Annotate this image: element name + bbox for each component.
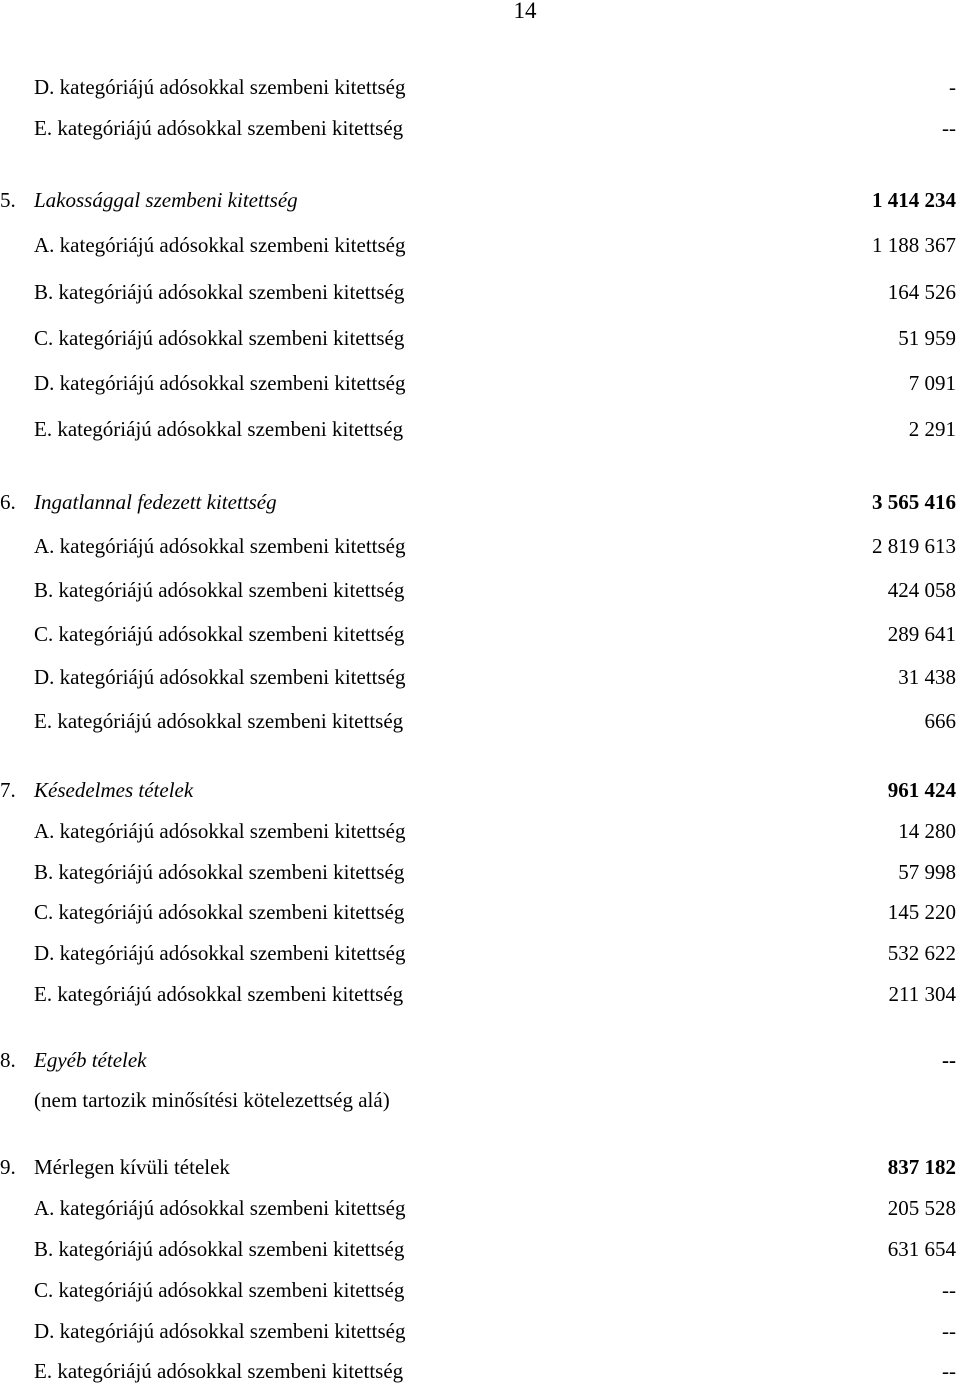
row-label: C. kategóriájú adósokkal szembeni kitettség: [34, 622, 405, 646]
row-value: 7 091: [908, 371, 956, 395]
row-value: 2 291: [908, 417, 956, 441]
row-label: A. kategóriájú adósokkal szembeni kitettség: [34, 1196, 406, 1220]
row-label: A. kategóriájú adósokkal szembeni kitettség: [34, 819, 406, 843]
list-item: [0, 620, 960, 648]
row-label: D. kategóriájú adósokkal szembeni kitettség: [34, 75, 406, 99]
section-number: 9.: [0, 1155, 16, 1179]
list-item: [0, 278, 960, 306]
section-header: [0, 186, 960, 214]
row-label: A. kategóriájú adósokkal szembeni kitettség: [34, 233, 406, 257]
row-label: E. kategóriájú adósokkal szembeni kitettség: [34, 982, 404, 1006]
list-item: [0, 898, 960, 926]
row-value: 289 641: [887, 622, 956, 646]
list-item: [0, 415, 960, 443]
list-item: [0, 576, 960, 604]
list-item: [0, 73, 960, 101]
page-number: 14: [513, 0, 537, 23]
row-value: 424 058: [887, 578, 956, 602]
list-item: [0, 1357, 960, 1385]
section-number: 5.: [0, 188, 16, 212]
row-label: B. kategóriájú adósokkal szembeni kitettség: [34, 578, 405, 602]
section-total: --: [942, 1048, 956, 1072]
row-label: D. kategóriájú adósokkal szembeni kitettség: [34, 1319, 406, 1343]
row-value: 145 220: [887, 900, 956, 924]
row-value: 51 959: [898, 326, 956, 350]
section-title: Mérlegen kívüli tételek: [34, 1155, 230, 1179]
list-item: [0, 1194, 960, 1222]
section-header: [0, 1046, 960, 1074]
list-item: [0, 1235, 960, 1263]
row-value: 211 304: [888, 982, 956, 1006]
section-total: 3 565 416: [872, 490, 956, 514]
list-item: [0, 1317, 960, 1345]
row-value: -: [949, 75, 956, 99]
list-item: [0, 369, 960, 397]
row-value: 532 622: [887, 941, 956, 965]
row-label: D. kategóriájú adósokkal szembeni kitettség: [34, 371, 406, 395]
section-header: [0, 488, 960, 516]
row-label: E. kategóriájú adósokkal szembeni kitettség: [34, 116, 404, 140]
row-value: 1 188 367: [872, 233, 956, 257]
section-header: [0, 1153, 960, 1181]
row-label: E. kategóriájú adósokkal szembeni kitettség: [34, 417, 404, 441]
list-item: [0, 231, 960, 259]
section-total: 1 414 234: [872, 188, 956, 212]
section-number: 6.: [0, 490, 16, 514]
list-item: [0, 1276, 960, 1304]
row-label: C. kategóriájú adósokkal szembeni kitettség: [34, 326, 405, 350]
row-label: E. kategóriájú adósokkal szembeni kitettség: [34, 1359, 404, 1383]
list-item: [0, 939, 960, 967]
row-label: B. kategóriájú adósokkal szembeni kitettség: [34, 1237, 405, 1261]
row-label: B. kategóriájú adósokkal szembeni kitettség: [34, 280, 405, 304]
section-number: 7.: [0, 778, 16, 802]
list-item: [0, 817, 960, 845]
row-label: C. kategóriájú adósokkal szembeni kitettség: [34, 900, 405, 924]
section-number: 8.: [0, 1048, 16, 1072]
section-note: (nem tartozik minősítési kötelezettség alá): [34, 1088, 390, 1112]
section-title: Késedelmes tételek: [34, 778, 194, 802]
row-value: 631 654: [887, 1237, 956, 1261]
list-item: [0, 707, 960, 735]
row-label: C. kategóriájú adósokkal szembeni kitettség: [34, 1278, 405, 1302]
section-header: [0, 776, 960, 804]
row-value: 164 526: [887, 280, 956, 304]
row-value: --: [942, 1359, 956, 1383]
row-value: --: [942, 1278, 956, 1302]
list-item: [0, 324, 960, 352]
row-value: --: [942, 1319, 956, 1343]
section-title: Ingatlannal fedezett kitettség: [34, 490, 277, 514]
list-item: [0, 663, 960, 691]
list-item: [0, 114, 960, 142]
row-value: 205 528: [887, 1196, 956, 1220]
row-value: 2 819 613: [872, 534, 956, 558]
row-value: 31 438: [898, 665, 956, 689]
section-total: 961 424: [887, 778, 956, 802]
row-label: A. kategóriájú adósokkal szembeni kitettség: [34, 534, 406, 558]
row-label: D. kategóriájú adósokkal szembeni kitettség: [34, 665, 406, 689]
section-title: Lakossággal szembeni kitettség: [34, 188, 298, 212]
row-value: --: [942, 116, 956, 140]
list-item: [0, 980, 960, 1008]
list-item: [0, 858, 960, 886]
row-value: 14 280: [898, 819, 956, 843]
section-title: Egyéb tételek: [34, 1048, 147, 1072]
section-total: 837 182: [887, 1155, 956, 1179]
row-label: E. kategóriájú adósokkal szembeni kitettség: [34, 709, 404, 733]
row-label: B. kategóriájú adósokkal szembeni kitettség: [34, 860, 405, 884]
list-item: [0, 532, 960, 560]
row-value: 666: [924, 709, 956, 733]
row-value: 57 998: [898, 860, 956, 884]
row-label: D. kategóriájú adósokkal szembeni kitettség: [34, 941, 406, 965]
